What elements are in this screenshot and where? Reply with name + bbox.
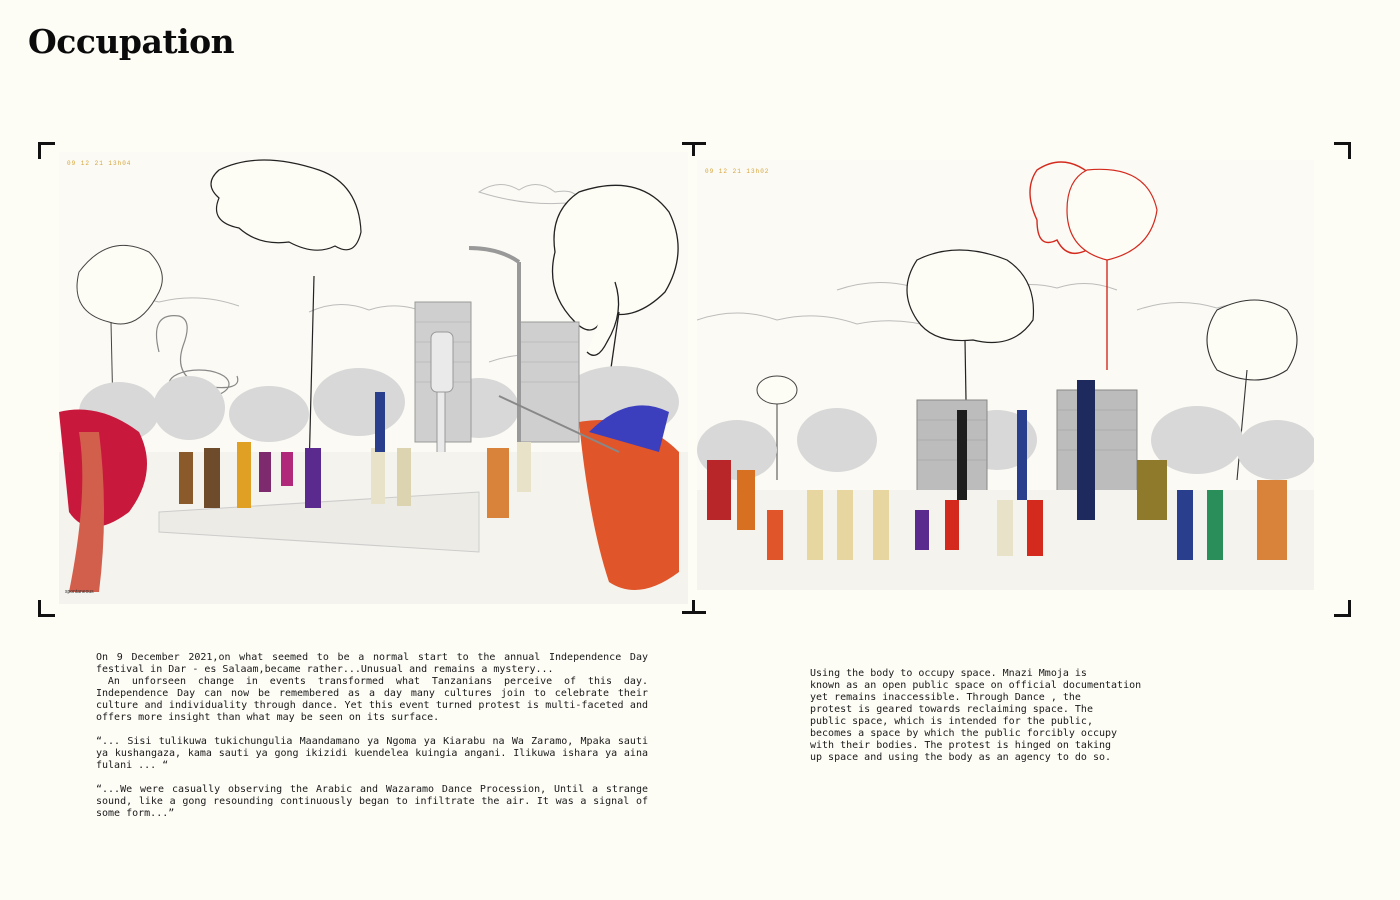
crop-mark-bottom-left [38,600,55,617]
right-text-block [810,668,1150,776]
left-timestamp: 09 12 21 13h04 [67,160,132,167]
right-timestamp: 09 12 21 13h02 [705,168,770,175]
left-paragraph-3: “...We were casually observing the Arabic and Wazaramo Dance Procession, Until a strange sound, like a gong resounding continuously began to infiltrate the air. It was a signal of some form...” [96,784,655,819]
right-illustration [697,160,1314,590]
left-scene-drawing [59,152,688,604]
left-paragraph-2: “... Sisi tulikuwa tukichungulia Maandamano ya Ngoma ya Kiarabu na Wa Zaramo, Mpaka sauti ya kushangaza, kama sauti ya gong ikizidi kuendelea kuingia angani. Ilikuwa ishara ya aina fulani ... “ [96,736,655,771]
left-text-block [96,652,655,832]
left-illustration [59,152,688,604]
crop-mark-top-left [38,142,55,159]
crop-mark-bottom-right [1334,600,1351,617]
right-scene-drawing [697,160,1314,590]
page-title: Occupation [28,22,235,61]
left-paragraph-1: On 9 December 2021,on what seemed to be a normal start to the annual Independence Day festival in Dar - es Salaam,became rather...Unusual and remains a mystery... An unforseen change in events transformed what Tanzanians perceive of this day. Independence Day can now be remembered as a day many cultures join to celebrate their culture and individuality through dance. Yet this event turned protest is multi-faceted and offers more insight than what may be seen on its surface. [96,652,648,723]
left-caption: spontaneous [65,589,94,595]
crop-mark-top-right [1334,142,1351,159]
right-paragraph-1: Using the body to occupy space. Mnazi Mmoja is known as an open public space on official documentation yet remains inaccessible. Through Dance , the protest is geared towards reclaiming space. The public space, which is intended for the public, becomes a space by which the public forcibly occupy with their bodies. The protest is hinged on taking up space and using the body as an agency to do so. [810,668,1142,763]
